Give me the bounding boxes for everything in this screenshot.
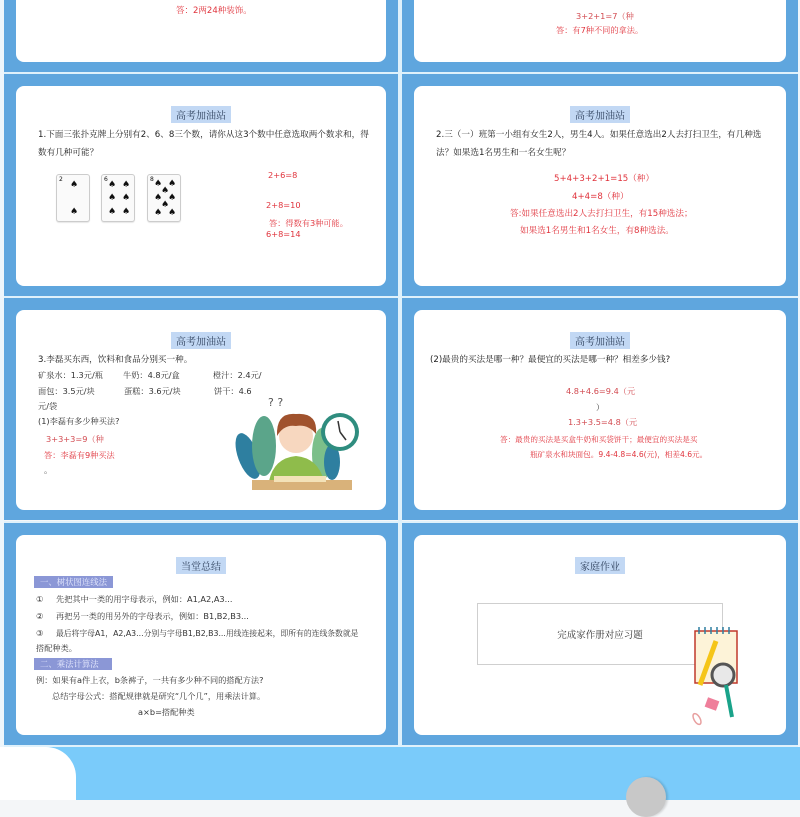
slide-card <box>16 0 386 62</box>
answer-text: 答：有7种不同的拿法。 <box>556 25 644 35</box>
slide-thumbnail-poker[interactable] <box>4 74 398 296</box>
slide-tag: 当堂总结 <box>176 557 226 574</box>
sleepy-boy-illustration <box>234 396 366 496</box>
answer-text: 答：得数有3种可能。 <box>269 218 348 228</box>
step-number: ③ <box>36 628 44 638</box>
slide-tag: 高考加油站 <box>171 332 231 349</box>
left-edge <box>0 0 4 747</box>
spade-icon: ♠ <box>108 180 117 190</box>
dot-text: 。 <box>44 465 53 475</box>
slide-card <box>414 535 786 735</box>
spade-icon: ♠ <box>154 179 163 189</box>
slide-card <box>16 535 386 735</box>
answer-text: 答：最贵的买法是买盒牛奶和买袋饼干；最便宜的买法是买 <box>500 435 698 444</box>
step-number: ① <box>36 594 44 604</box>
answer-text: 瓶矿泉水和块面包。9.4-4.8=4.6(元)，相差4.6元。 <box>530 450 708 459</box>
price-item: 蛋糕：3.6元/块 <box>124 386 181 396</box>
example-text: 例：如果有a件上衣，b条裤子，一共有多少种不同的搭配方法? <box>36 675 264 685</box>
calc-text: 5+4+3+2+1=15（种） <box>554 174 655 184</box>
slide-tag: 高考加油站 <box>171 106 231 123</box>
slide-thumbnail-shopping-1[interactable] <box>4 298 398 520</box>
question-text: 2.三（一）班第一小组有女生2人，男生4人。如果任意选出2人去打扫卫生，有几种选法？如果选1名男生和一名女生呢？ <box>436 130 762 158</box>
step-text: 先把其中一类的用字母表示，例如：A1,A2,A3... <box>56 594 233 604</box>
notebook-pencil-illustration <box>690 625 750 733</box>
calc-text: 1.3+3.5=4.8（元 <box>568 417 638 427</box>
step-text: 最后将字母A1，A2,A3...分别与字母B1,B2,B3...用线连接起来，即所有的连线条数就是 <box>56 629 359 638</box>
question-text: 1.下面三张扑克牌上分别有2、6、8三个数，请你从这3个数中任意选取两个数求和，得数有几种可能？ <box>38 130 369 158</box>
slide-thumbnail-top-left[interactable] <box>4 0 398 72</box>
spade-icon: ♠ <box>70 180 79 190</box>
question-text: 3.李磊买东西，饮料和食品分别买一种。 <box>38 355 193 365</box>
spade-icon: ♠ <box>70 207 79 217</box>
calc-text: 2+8=10 <box>266 200 301 210</box>
row-separator <box>0 521 800 523</box>
card-rank: 8 <box>150 176 154 183</box>
spade-icon: ♠ <box>161 186 170 196</box>
spade-icon: ♠ <box>168 193 177 203</box>
answer-text: 答：李磊有9种买法 <box>44 450 115 460</box>
slide-card <box>414 0 786 62</box>
spade-icon: ♠ <box>154 193 163 203</box>
answer-text: 答:如果任意选出2人去打扫卫生，有15种选法； <box>510 209 693 219</box>
slide-tag: 高考加油站 <box>570 332 630 349</box>
spade-icon: ♠ <box>154 208 163 218</box>
row-separator <box>0 72 800 74</box>
row-separator <box>0 296 800 298</box>
cloud-shape <box>0 747 76 800</box>
price-item-wrap: 元/袋 <box>38 401 58 411</box>
spade-icon: ♠ <box>108 207 117 217</box>
slide-thumbnail-homework[interactable] <box>402 523 798 745</box>
calc-text: 2+6=8 <box>268 170 298 180</box>
slide-thumbnail-summary[interactable] <box>4 523 398 745</box>
spade-icon: ♠ <box>122 207 131 217</box>
formula-intro: 总结字母公式：搭配规律就是研究“几个几”，用乘法计算。 <box>52 691 266 701</box>
answer-text: 答：2两24种装饰。 <box>176 6 252 16</box>
sub-question: (1)李磊有多少种买法? <box>38 416 120 426</box>
calc-text: 3+3+3=9（种 <box>46 434 104 444</box>
playing-card-8 <box>147 174 181 222</box>
slide-tag: 家庭作业 <box>575 557 625 574</box>
section-heading-multiply: 二、乘法计算法 <box>34 658 112 670</box>
price-item: 橙汁：2.4元/ <box>213 370 262 380</box>
spade-icon: ♠ <box>122 180 131 190</box>
price-item: 饼干：4.6 <box>214 386 252 396</box>
formula-text: a×b=搭配种类 <box>138 707 195 717</box>
price-item: 面包：3.5元/块 <box>38 386 95 396</box>
slide-card <box>16 310 386 510</box>
answer-text: 如果选1名男生和1名女生，有8种选法。 <box>520 226 674 236</box>
step-number: ② <box>36 611 44 621</box>
slide-thumbnail-top-right[interactable] <box>402 0 798 72</box>
slide-card <box>414 86 786 286</box>
calc-text: 4+4=8（种） <box>572 192 629 202</box>
card-rank: 2 <box>59 176 63 183</box>
spade-icon: ♠ <box>108 193 117 203</box>
slide-thumbnail-cleaning[interactable] <box>402 74 798 296</box>
spade-icon: ♠ <box>161 200 170 210</box>
card-rank: 6 <box>104 176 108 183</box>
calc-text: 3+2+1=7（种 <box>576 11 634 21</box>
section-heading-tree: 一、树状图连线法 <box>34 576 113 588</box>
price-item: 矿泉水：1.3元/瓶 <box>38 370 103 380</box>
slide-thumbnail-bottom-partial[interactable] <box>0 747 800 800</box>
gray-circle-shape <box>626 777 666 817</box>
playing-card-6 <box>101 174 135 222</box>
calc-text: ） <box>596 402 605 412</box>
calc-text: 4.8+4.6=9.4（元 <box>566 386 636 396</box>
spade-icon: ♠ <box>122 193 131 203</box>
step-text: 再把另一类的用另外的字母表示，例如：B1,B2,B3... <box>56 611 249 621</box>
spade-icon: ♠ <box>168 208 177 218</box>
homework-box: 完成家作册对应习题 <box>477 603 723 665</box>
calc-text: 6+8=14 <box>266 229 301 239</box>
spade-icon: ♠ <box>168 179 177 189</box>
slide-card <box>16 86 386 286</box>
slide-thumbnail-shopping-2[interactable] <box>402 298 798 520</box>
playing-card-2 <box>56 174 90 222</box>
step-text-wrap: 搭配种类。 <box>36 643 77 653</box>
slide-tag: 高考加油站 <box>570 106 630 123</box>
price-item: 牛奶：4.8元/盒 <box>123 370 180 380</box>
question-text: (2)最贵的买法是哪一种？最便宜的买法是哪一种？相差多少钱? <box>430 355 671 365</box>
column-separator <box>398 0 402 747</box>
slide-card <box>414 310 786 510</box>
svg-text:? ?: ? ? <box>268 396 284 409</box>
